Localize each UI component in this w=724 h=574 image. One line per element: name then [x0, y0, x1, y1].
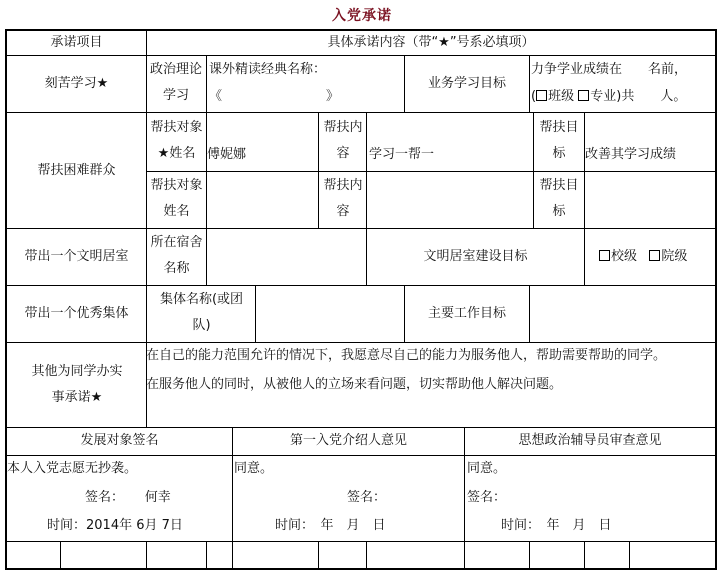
sign-col3-time: 时间： 年 月 日: [501, 518, 612, 533]
col-divider: [255, 285, 256, 342]
help-item-label: 帮扶困难群众: [37, 163, 116, 178]
table-border-right: [715, 29, 717, 570]
dorm-level-options: [599, 244, 715, 270]
paren-open: (: [531, 89, 537, 104]
collective-name-label: 集体名称(或团队): [159, 292, 244, 333]
row-divider: [5, 541, 717, 542]
sign-col3-statement[interactable]: 同意。: [467, 461, 507, 476]
study-item-label: 刻苦学习★: [44, 76, 109, 91]
service-item-label: 其他为同学办实事承诺★: [31, 364, 123, 405]
service-text-2[interactable]: 在服务他人的同时，从被他人的立场来看问题，切实帮助他人解决问题。: [146, 377, 563, 392]
help-content-value-1[interactable]: 学习一帮一: [369, 147, 435, 162]
collective-goal-label: 主要工作目标: [427, 306, 506, 321]
help-target-value-1[interactable]: 傅妮娜: [207, 147, 247, 162]
school-level-label: 校级: [611, 249, 638, 264]
col-divider: [529, 55, 530, 112]
sign-col1-statement: 本人入党志愿无抄袭。: [7, 461, 138, 476]
dorm-item-label: 带出一个文明居室: [24, 249, 129, 264]
sign-col2-sign-label: 签名：: [347, 490, 387, 505]
sign-col1-title: 发展对象签名: [80, 433, 159, 448]
header-item-label: 承诺项目: [50, 35, 103, 50]
sign-col3-sign-label: 签名：: [467, 490, 507, 505]
col-divider: [206, 541, 207, 568]
service-text-1[interactable]: 在自己的能力范围允许的情况下，我愿意尽自己的能力为服务他人，帮助需要帮助的同学。: [146, 348, 667, 363]
col-divider: [366, 112, 367, 228]
sign-col2-title: 第一入党介绍人意见: [289, 433, 407, 448]
sign-col3-title: 思想政治辅导员审查意见: [518, 433, 662, 448]
goal-text-3: )共 人。: [616, 89, 687, 104]
col-divider: [206, 228, 207, 285]
col-divider: [533, 112, 534, 228]
document-title: 入党承诺: [332, 8, 392, 24]
theory-label: 政治理论学习: [149, 62, 202, 103]
dorm-location-label: 所在宿舍名称: [150, 235, 203, 276]
study-goal-text-1[interactable]: 力争学业成绩在 名前，: [531, 62, 688, 77]
col-divider: [529, 285, 530, 342]
help-content-label-1: 帮扶内容: [323, 120, 363, 161]
col-divider: [584, 112, 585, 228]
col-divider: [206, 112, 207, 228]
col-divider: [366, 541, 367, 568]
class-option-label: 班级: [548, 89, 575, 104]
sign-col1-time: 时间：2014年 6月 7日: [47, 518, 183, 533]
college-level-label: 院级: [661, 249, 688, 264]
col-divider: [629, 541, 630, 568]
reading-value[interactable]: 《 》: [209, 89, 340, 104]
major-option-label: 专业: [590, 89, 617, 104]
header-content-label: 具体承诺内容（带“★”号系必填项）: [327, 35, 535, 50]
help-aim-label-1: 帮扶目标: [539, 120, 579, 161]
commitment-table: [5, 29, 717, 570]
help-aim-label-2: 帮扶目标: [539, 178, 579, 219]
school-level-checkbox[interactable]: [599, 250, 610, 261]
major-checkbox[interactable]: [578, 90, 589, 101]
col-divider: [60, 541, 61, 568]
dorm-goal-label: 文明居室建设目标: [423, 249, 528, 264]
col-divider: [318, 112, 319, 228]
col-divider: [584, 228, 585, 285]
table-border-bottom: [5, 568, 717, 570]
col-divider: [584, 541, 585, 568]
help-target-label-2: 帮扶对象姓名: [150, 178, 203, 219]
help-target-label-1: 帮扶对象★姓名: [150, 120, 203, 161]
sign-col1-sign-label: 签名：: [85, 490, 125, 505]
study-goal-text-2: [531, 84, 715, 110]
class-checkbox[interactable]: [536, 90, 547, 101]
study-goal-label: 业务学习目标: [427, 76, 506, 91]
row-divider: [146, 171, 717, 172]
sign-col1-sign-value: 何幸: [144, 490, 171, 505]
col-divider: [529, 541, 530, 568]
sign-col1-signature: [85, 485, 231, 511]
sign-col2-time: 时间： 年 月 日: [275, 518, 386, 533]
col-divider: [146, 541, 147, 568]
help-content-label-2: 帮扶内容: [323, 178, 363, 219]
college-level-checkbox[interactable]: [649, 250, 660, 261]
collective-item-label: 带出一个优秀集体: [24, 306, 129, 321]
sign-col2-statement[interactable]: 同意。: [234, 461, 274, 476]
reading-label: 课外精读经典名称：: [209, 62, 327, 77]
help-aim-value-1[interactable]: 改善其学习成绩: [585, 147, 677, 162]
col-divider: [318, 541, 319, 568]
col-divider: [206, 55, 207, 112]
